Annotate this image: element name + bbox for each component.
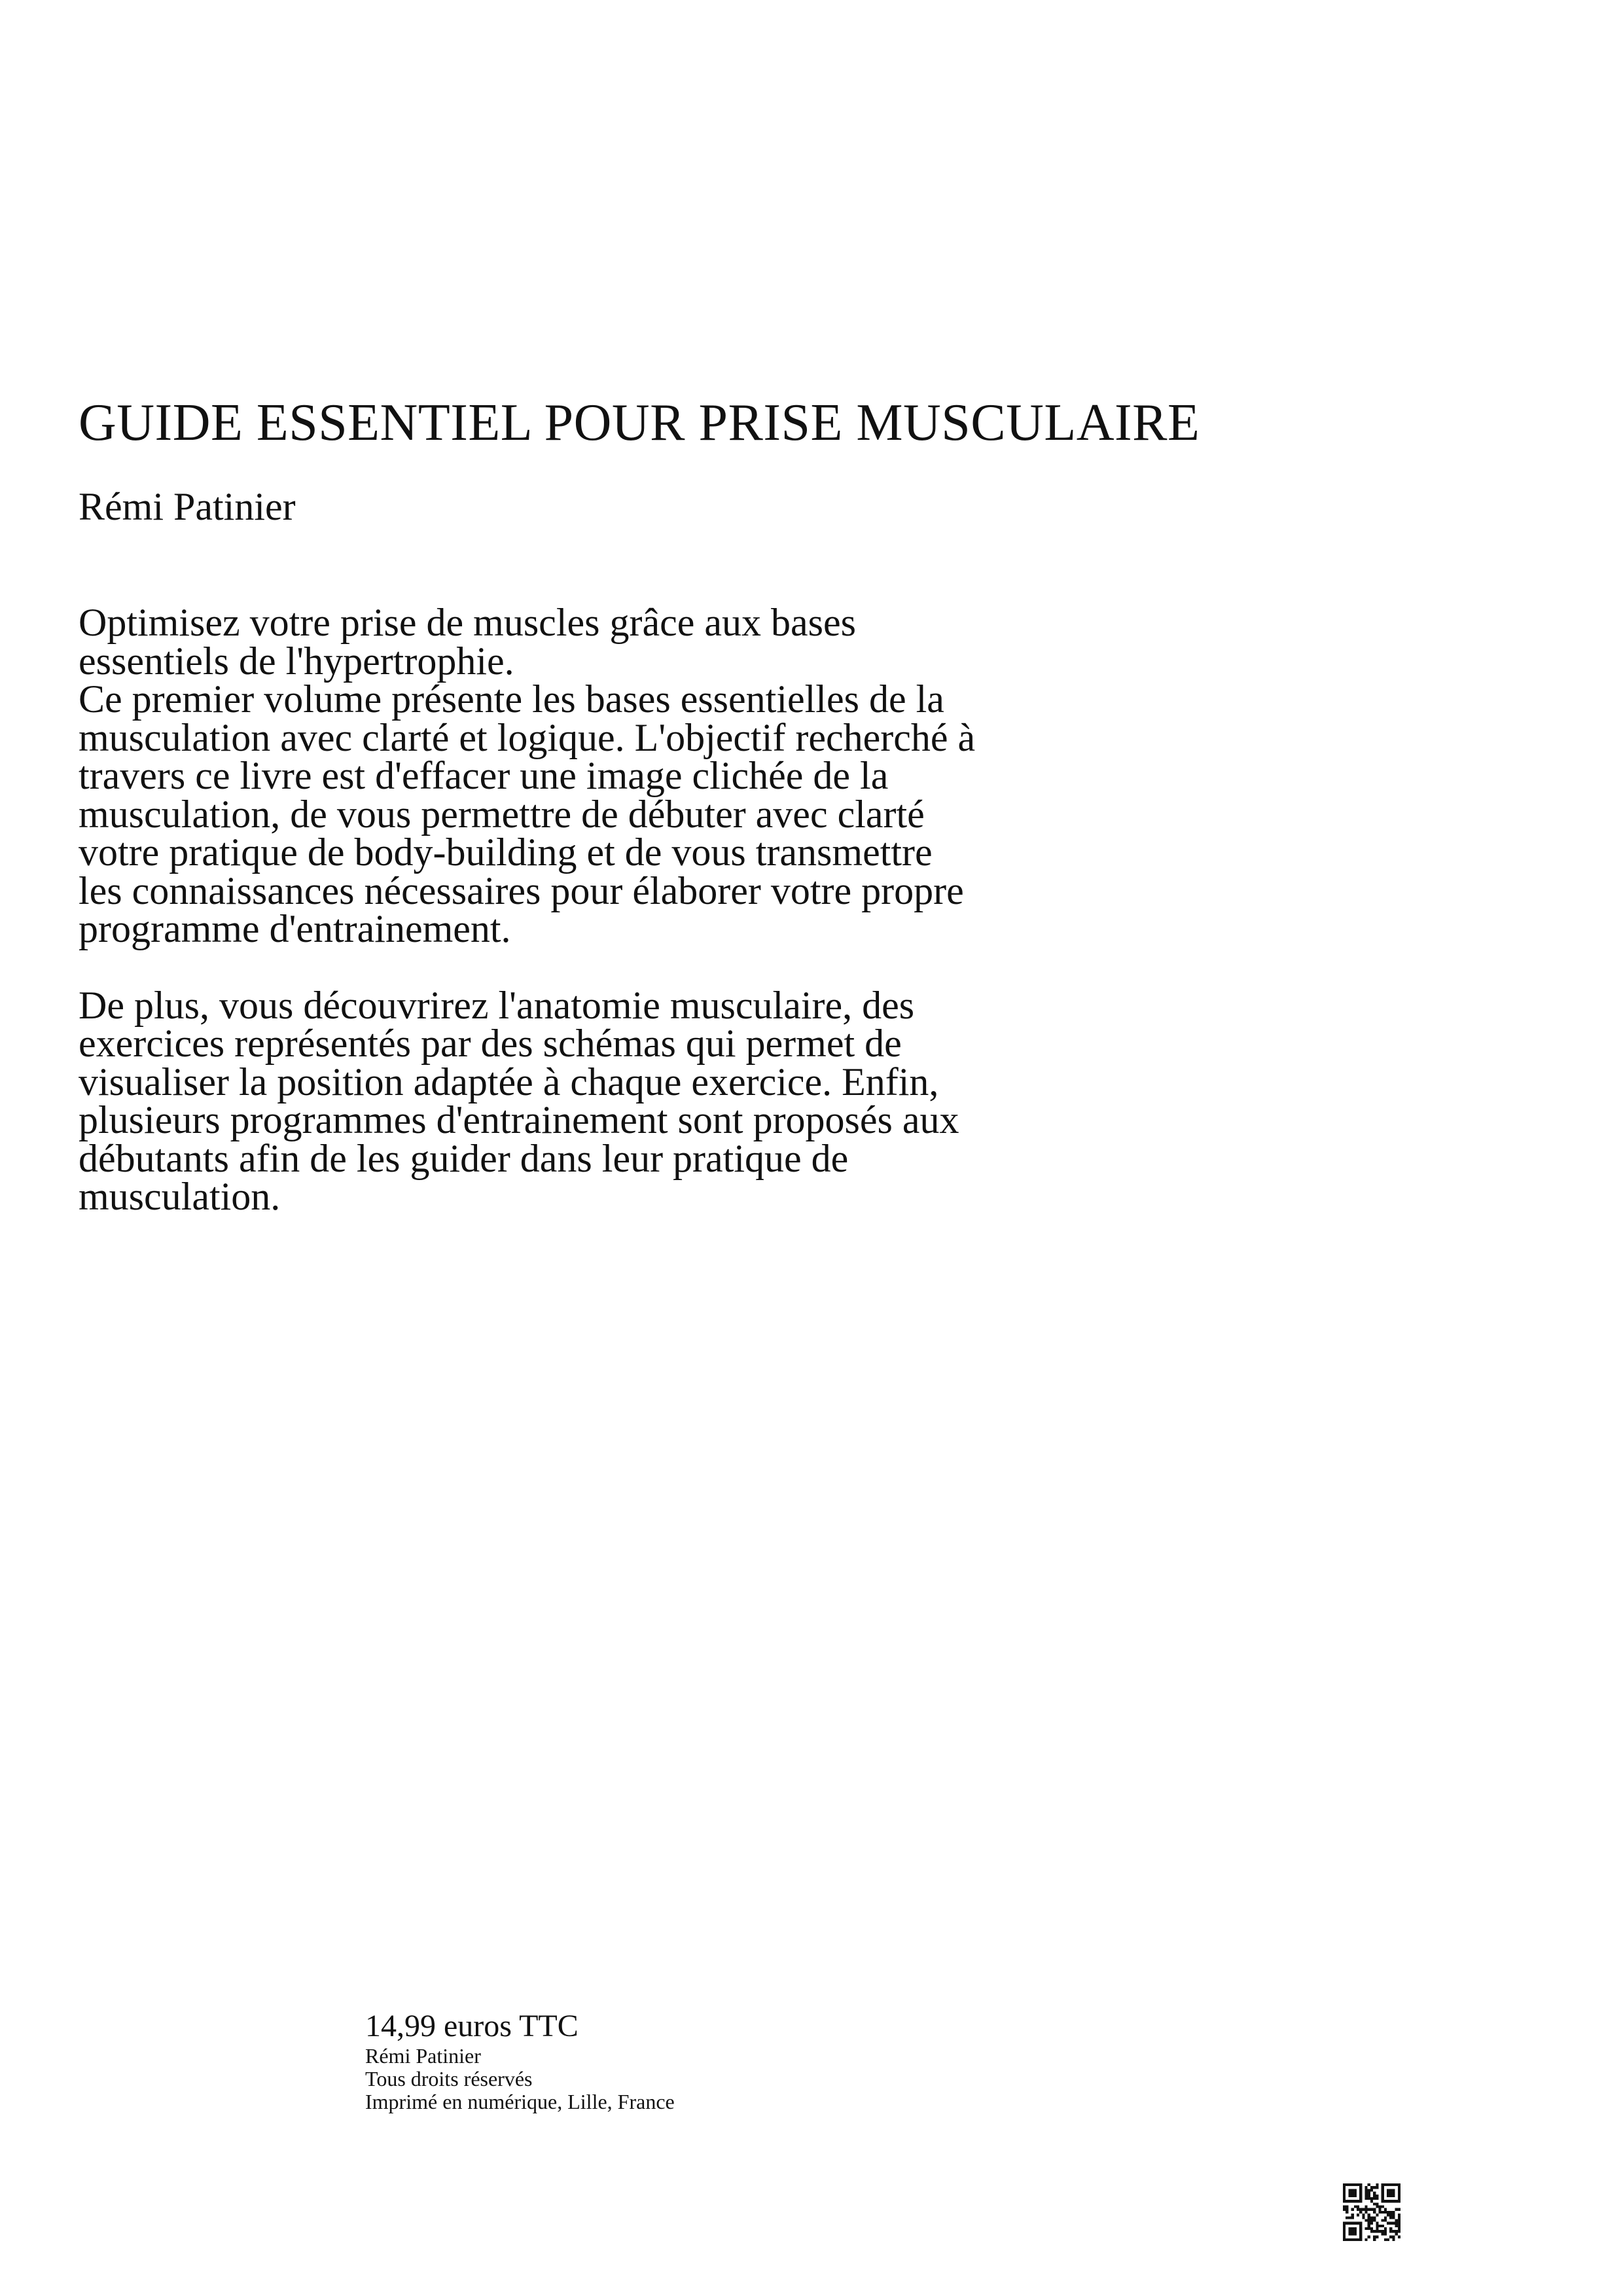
book-author: Rémi Patinier xyxy=(79,485,296,528)
blurb-line: visualiser la position adaptée à chaque exercice. Enfin, xyxy=(79,1060,939,1103)
blurb-paragraph xyxy=(79,983,1322,1218)
rights-notice: Tous droits réservés xyxy=(365,2067,533,2090)
imprint-author: Rémi Patinier xyxy=(365,2044,481,2068)
imprint-block xyxy=(365,2008,675,2113)
book-title: GUIDE ESSENTIEL POUR PRISE MUSCULAIRE xyxy=(79,394,1200,452)
blurb-line: musculation. xyxy=(79,1175,281,1218)
qr-code-icon xyxy=(1343,2183,1400,2241)
blurb-line: De plus, vous découvrirez l'anatomie musculaire, des xyxy=(79,983,915,1027)
printing-info: Imprimé en numérique, Lille, France xyxy=(365,2090,675,2113)
blurb-line: les connaissances nécessaires pour élaborer votre propre xyxy=(79,869,964,912)
blurb-line: travers ce livre est d'effacer une image clichée de la xyxy=(79,754,889,797)
back-cover-blurb xyxy=(79,603,1322,1216)
blurb-line: exercices représentés par des schémas qui permet de xyxy=(79,1022,902,1065)
blurb-paragraph xyxy=(79,603,1322,948)
blurb-line: musculation avec clarté et logique. L'objectif recherché à xyxy=(79,715,976,759)
blurb-line: débutants afin de les guider dans leur pratique de xyxy=(79,1136,849,1180)
blurb-line: plusieurs programmes d'entrainement sont proposés aux xyxy=(79,1098,959,1141)
blurb-line: musculation, de vous permettre de débuter avec clarté xyxy=(79,792,925,836)
blurb-line: Ce premier volume présente les bases essentielles de la xyxy=(79,677,944,721)
blurb-line: Optimisez votre prise de muscles grâce aux bases xyxy=(79,601,856,644)
blurb-line: programme d'entrainement. xyxy=(79,907,511,950)
price-label: 14,99 euros TTC xyxy=(365,2009,579,2043)
blurb-line: essentiels de l'hypertrophie. xyxy=(79,639,514,683)
blurb-line: votre pratique de body-building et de vous transmettre xyxy=(79,831,933,874)
